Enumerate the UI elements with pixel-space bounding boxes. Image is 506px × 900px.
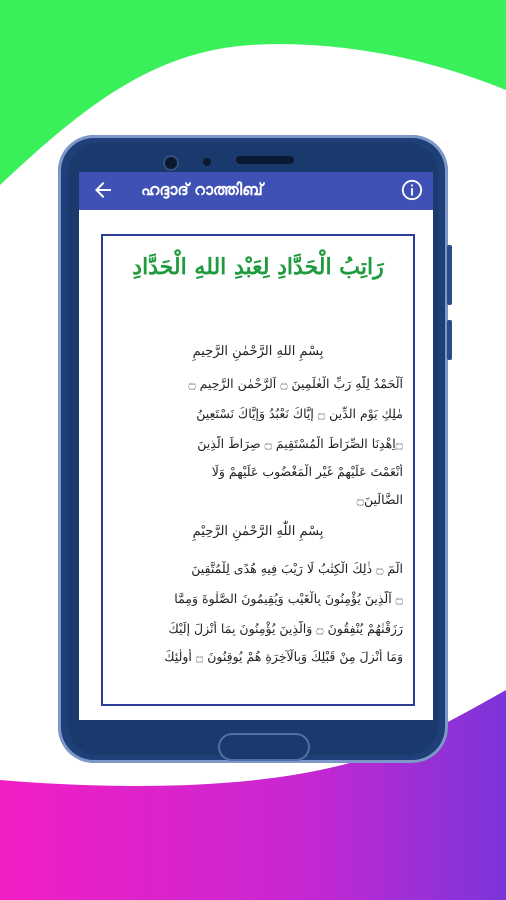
arrow-left-icon[interactable] — [91, 178, 115, 202]
basmala-heading: بِسْمِ اللهِ الرَّحْمٰنِ الرَّحِيمِ — [192, 344, 324, 359]
baqarah-line: الٓمٓ ۝ ذٰلِكَ الْكِتٰبُ لَا رَيْبَ فِيهِ هُدًى لِلْمُتَّقِينَ — [191, 561, 403, 576]
app-bar — [79, 172, 433, 210]
earpiece-speaker — [236, 156, 294, 164]
fatiha-line: اَلْحَمْدُ لِلّٰهِ رَبِّ الْعٰلَمِينَ ۝ اَلرَّحْمٰنِ الرَّحِيمِ ۝ — [188, 376, 403, 391]
baqarah-line: ۝ اَلَّذِينَ يُؤْمِنُونَ بِالْغَيْبِ وَيُقِيمُونَ الصَّلٰوةَ وَمِمَّا — [174, 591, 403, 606]
baqarah-line: وَمَا أُنْزِلَ مِنْ قَبْلِكَ وَبِالْآخِرَةِ هُمْ يُوقِنُونَ ۝ أُولٰئِكَ — [164, 649, 403, 664]
baqarah-line: رَزَقْنٰهُمْ يُنْفِقُونَ ۝ وَالَّذِينَ يُؤْمِنُونَ بِمَا أُنْزِلَ إِلَيْكَ — [168, 621, 403, 636]
home-button[interactable] — [218, 733, 310, 761]
proximity-sensor — [203, 158, 211, 166]
app-title: ഹദ്ദാദ് റാത്തിബ് — [141, 180, 263, 199]
fatiha-line: مٰلِكِ يَوْمِ الدِّينِ ۝ إِيَّاكَ نَعْبُدُ وَإِيَّاكَ نَسْتَعِينُ — [196, 406, 403, 421]
app-screen — [79, 172, 433, 720]
volume-button — [447, 245, 452, 305]
fatiha-line: الضَّالِّينَ۝ — [356, 492, 403, 507]
calligraphy-title: رَاتِبُ الْحَدَّادِ لِعَبْدِ اللهِ الْحَدَّادِ — [132, 254, 384, 280]
front-camera — [163, 155, 179, 171]
fatiha-line: أَنْعَمْتَ عَلَيْهِمْ غَيْرِ الْمَغْضُوبِ عَلَيْهِمْ وَلَا — [211, 464, 403, 479]
basmala-heading: بِسْمِ اللّٰهِ الرَّحْمٰنِ الرَّحِيْمِ — [192, 524, 324, 539]
info-icon[interactable] — [401, 179, 423, 201]
fatiha-line: ۝اِهْدِنَا الصِّرَاطَ الْمُسْتَقِيمَ ۝ صِرَاطَ الَّذِينَ — [197, 436, 403, 451]
power-button — [447, 320, 452, 360]
ratib-text-card — [101, 234, 415, 706]
